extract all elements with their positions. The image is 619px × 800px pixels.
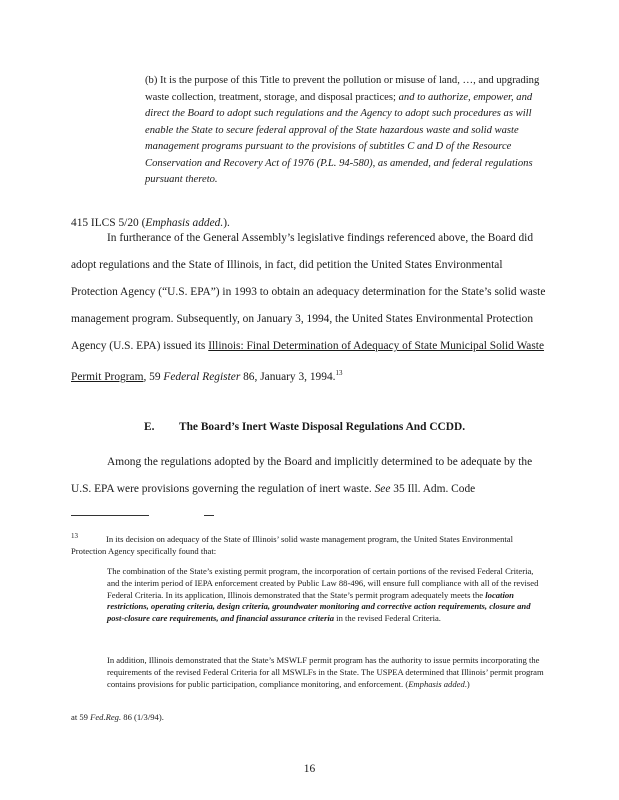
footnote-source: at 59 Fed.Reg. 86 (1/3/94). xyxy=(71,712,164,722)
statute-citation: 415 ILCS 5/20 (Emphasis added.). xyxy=(71,217,230,229)
footnote-number: 13 xyxy=(71,532,78,540)
footnote-quote-1-emphasis: location restrictions, operating criteria, design criteria, groundwater monitoring and corrective action requirements, closure and post-closure care requirements, and financial assurance criteria xyxy=(107,589,531,624)
footnote-ref-13: 13 xyxy=(335,369,343,378)
paragraph-inert-waste: Among the regulations adopted by the Board and implicitly determined to be adequate by the U.S. EPA were provisions governing the regulation of inert waste. See 35 Ill. Adm. Code xyxy=(71,456,533,496)
quote-emphasized: and to authorize, empower, and direct the Board to adopt such regulations and the Agency to adopt such procedures as will enable the State to secure federal approval of the State hazardous waste and solid waste management programs pursuant to the provisions of subtitles C and D of the Resource Conservation and Recovery Act of 1976 (P.L. 94-580), as amended, and federal regulations pursuant thereto. xyxy=(145,91,533,185)
footnote-source-emphasis: Fed.Reg. xyxy=(90,712,122,722)
citation-emphasis: Emphasis added. xyxy=(145,217,224,229)
footnote-13 xyxy=(71,534,549,558)
see-signal: See xyxy=(374,483,391,496)
section-letter: E. xyxy=(144,421,155,433)
footnote-quote-2: In addition, Illinois demonstrated that the State’s MSWLF permit program has the authority to issue permits incorporating the requirements of the revised Federal Criteria for all MSWLFs in the State. The USPEA determined that Illinois’ permit program contains provisions for public participation, compliance monitoring, and enforcement. (Emphasis added.) xyxy=(107,655,544,689)
federal-register-ref: Federal Register xyxy=(163,371,241,384)
footnote-quote-1: The combination of the State’s existing permit program, the incorporation of certain portions of the revised Federal Criteria, and the interim period of IEPA enforcement created by Public Law 88-496, will ensure full compliance with all of the revised Federal Criteria. In its application, Illinois demonstrated that the State’s permit program adequately meets the location restrictions, operating criteria, design criteria, groundwater monitoring and corrective action requirements, closure and post-closure care requirements, and financial assurance criteria in the revised Federal Criteria. xyxy=(107,566,539,624)
page-number: 16 xyxy=(303,763,316,775)
paragraph-legislative-findings: In furtherance of the General Assembly’s legislative findings referenced above, the Board did adopt regulations and the State of Illinois, in fact, did petition the United States Environmental Protection Agency (“U.S. EPA”) in 1993 to obtain an adequacy determination for the State’s solid waste management program. Subsequently, on January 3, 1994, the United States Environmental Protection Agency (U.S. EPA) issued its Illinois: Final Determination of Adequacy of State Municipal Solid Waste Permit Program, 59 Federal Register 86, January 3, 1994.13 xyxy=(71,232,546,384)
section-title: The Board’s Inert Waste Disposal Regulations And CCDD. xyxy=(179,421,466,433)
final-determination-title: Illinois: Final Determination of Adequacy of State Municipal Solid Waste Permit Program xyxy=(71,340,545,384)
footnote-separator-mark xyxy=(204,515,214,516)
footnote-intro: In its decision on adequacy of the State of Illinois’ solid waste management program, the United States Environmental Protection Agency specifically found that: xyxy=(71,534,513,556)
statute-block-quote xyxy=(145,73,555,189)
quote-lead: (b) It is the purpose of this Title to prevent the pollution or misuse of land, …, and upgrading waste collection, treatment, storage, and disposal practices; xyxy=(145,75,540,103)
footnote-separator xyxy=(71,515,149,516)
footnote-quote-2-emphasis: Emphasis added xyxy=(408,678,465,689)
